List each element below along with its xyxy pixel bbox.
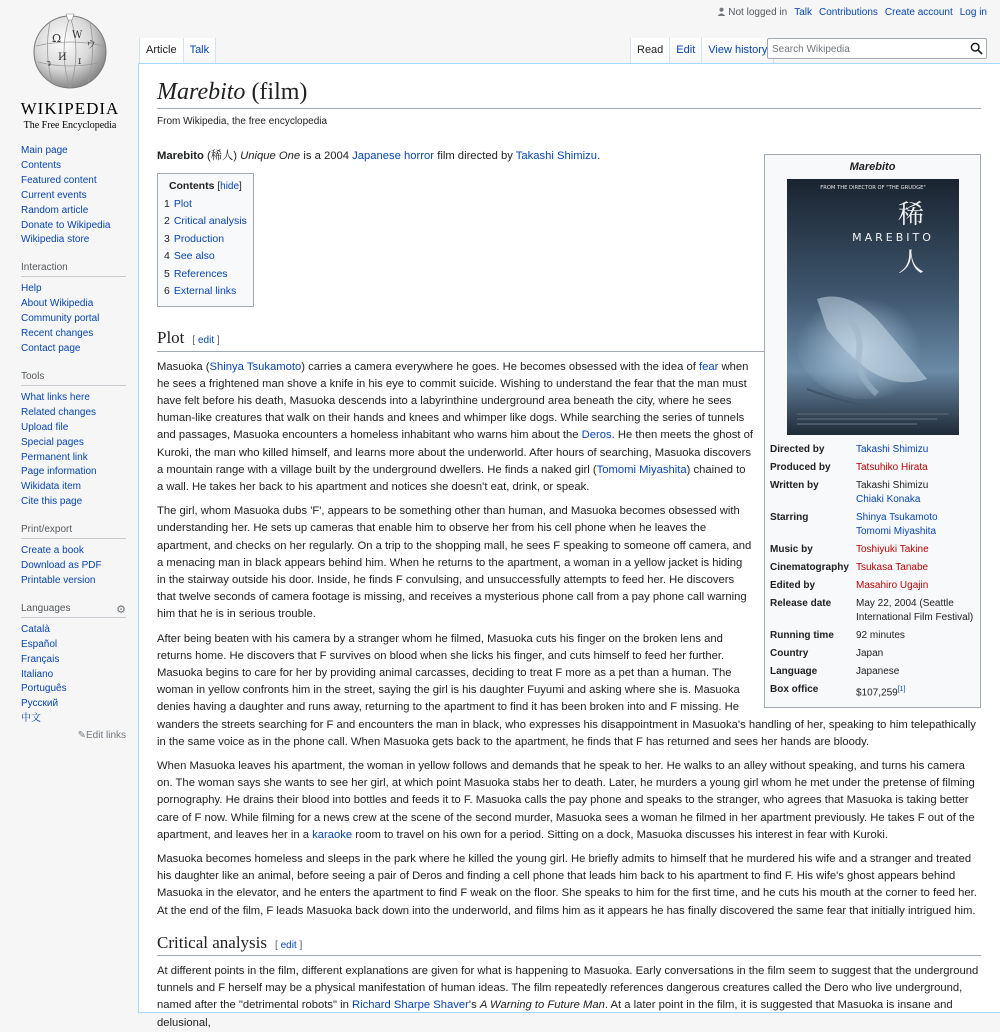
sidebar-lang-francais[interactable]: Français [21,653,60,665]
paragraph-text: ) carries a camera everywhere he goes. He becomes obsessed with the idea of [301,360,699,373]
infobox-label: Produced by [770,461,831,473]
sidebar-item-help[interactable]: Help [21,283,42,295]
toc-label[interactable]: References [173,267,228,280]
sidebar-tools [21,371,126,510]
poster-kanji-top: 稀 [897,199,924,230]
infobox-label: Starring [770,511,809,523]
poster-tagline: FROM THE DIRECTOR OF "THE GRUDGE" [819,184,926,191]
sidebar-item-download-pdf[interactable]: Download as PDF [21,560,102,572]
lead-bold-title: Marebito [157,149,204,162]
sidebar-item-wikidata-item[interactable]: Wikidata item [21,481,82,493]
sidebar-lang-catala[interactable]: Català [21,623,50,635]
paragraph-text: . At a later point in the film, it is suggested that Masuoka is insane and delusional, [157,999,953,1029]
infobox-value-text: $107,259 [856,687,898,699]
infobox-row-box-office [769,681,976,702]
sidebar-item-random-article[interactable]: Random article [21,204,89,216]
edit-links[interactable] [21,730,126,741]
sidebar [21,144,126,751]
reference-link[interactable]: [1] [897,685,906,693]
pencil-icon: ✎ [77,730,86,742]
link-takashi-shimizu[interactable]: Takashi Shimizu [515,149,598,162]
infobox-label: Box office [770,683,819,695]
infobox-value-text: May 22, 2004 (Seattle International Film Festival) [856,597,974,623]
sidebar-print-export [21,524,126,589]
link-japanese[interactable]: Japanese [352,149,401,162]
sidebar-languages [21,603,126,741]
wikipedia-wordmark: WIKIPEDIA [20,99,120,118]
toc-item-critical-analysis[interactable] [164,213,247,230]
toc-label[interactable]: Production [173,232,225,245]
paragraph-text: At different points in the film, different explanations are given for what is happening to Masuoka. Early conversations in the film seem to suggest that the underground tunnels and F herself may be a physical manifestation of human ideas. The film repeatedly references dangerous creatures called the Dero who live underground, named after the "detrimental robots" in [157,964,979,1012]
sidebar-item-about[interactable]: About Wikipedia [21,298,94,310]
link-richard-sharpe-shaver[interactable]: Richard Sharpe Shaver [351,999,469,1012]
page-title [157,78,981,109]
infobox-row-starring [769,509,976,541]
infobox-row-produced-by [769,459,976,477]
paragraph-text: Masuoka ( [157,360,210,373]
tab-read[interactable]: Read [630,38,670,63]
paragraph-text: when he sees a frightened man shove a knife in his eye to commit suicide. Wishing to understand the fear that the man must have felt before his death, Masuoka descends into a labyrinthine underground area beneath the city, where he sees human-like creatures that walk on their hands and knees and whimper like dogs. While searching the series of tunnels and passages, Masuoka encounters a homeless inhabitant who warns him about the [157,360,749,442]
lead-italic: Unique One [240,149,301,162]
section-heading-critical-analysis: Critical analysis [ edit ] [157,932,981,956]
tab-article[interactable]: Article [140,38,184,63]
sidebar-lang-portugues[interactable]: Português [21,683,67,695]
sidebar-item-printable-version[interactable]: Printable version [21,574,96,586]
sidebar-lang-espanol[interactable]: Español [21,638,58,650]
sidebar-item-what-links-here[interactable]: What links here [21,391,90,403]
contributions-link[interactable]: Contributions [819,7,878,18]
sidebar-lang-russian[interactable]: Русский [21,698,59,710]
paragraph-text: room to travel on his own for a period. Sitting on a dock, Masuoka discusses his interest in fear with Kuroki. [352,828,889,841]
sidebar-item-special-pages[interactable]: Special pages [21,436,84,448]
view-tabs [630,38,774,63]
infobox-value-link[interactable]: Chiaki Konaka [856,493,921,505]
not-logged-in-text: Not logged in [728,7,788,18]
toc-number: 5 [164,267,170,280]
toc-number: 1 [164,198,170,210]
article-content [138,63,1000,1029]
sidebar-heading-tools: Tools [21,371,126,386]
toc-heading: Contents [168,180,215,192]
sidebar-item-page-information[interactable]: Page information [21,466,97,478]
toc-item-external-links[interactable] [164,283,247,300]
infobox-label: Edited by [770,579,816,591]
tab-edit[interactable]: Edit [670,38,702,63]
search-box [767,38,987,59]
link-tomomi-miyashita[interactable]: Tomomi Miyashita [596,463,687,476]
plot-paragraph-2: The girl, whom Masuoka dubs 'F', appears to be something other than human, and Masuoka becomes obsessed with understanding her. He sets up cameras that enable him to observe her from his cell phone when he leaves the apartment, and checks on her regularly. On a trip to the shopping mall, he sees F speaking to someone off camera, and a menacing man in black appears behind him. When he returns to the apartment, a woman in a yellow jacket is hiding in the stairway outside his door. Inside, he finds F convulsing, and unsuccessfully attempts to feed her. He discovers that twelve seconds of camera footage is missing, and receives a mysterious phone call from a pay phone call warning him that he is in serious trouble. [157,505,752,621]
infobox-row-running-time [769,627,976,645]
infobox-table [769,441,976,702]
sidebar-item-main-page[interactable]: Main page [21,145,68,156]
personal-talk-link[interactable]: Talk [794,7,812,18]
personal-tools [710,7,987,18]
tab-view-history[interactable]: View history [702,38,774,63]
sidebar-item-recent-changes[interactable]: Recent changes [21,328,94,340]
edit-section-link[interactable]: edit [197,335,215,347]
toc-item-production[interactable] [164,231,247,248]
wikipedia-globe-icon [28,8,112,92]
sidebar-item-current-events[interactable]: Current events [21,189,87,201]
toc-hide-toggle[interactable]: hide [220,181,240,192]
lead-text: film directed by [434,149,516,162]
poster-kanji-bottom: 人 [897,247,924,278]
infobox-value-redlink[interactable]: Tsukasa Tanabe [856,561,929,573]
user-icon [717,7,726,16]
plot-paragraph-4 [157,758,981,844]
infobox-value-link[interactable]: Shinya Tsukamoto [856,511,938,523]
search-input[interactable] [768,40,963,59]
plot-paragraph-5: Masuoka becomes homeless and sleeps in the park where he killed the young girl. He briefly admits to himself that he murdered his wife and a stranger and treated his daughter like an animal, before seeing a pair of Deros and finding a cell phone that leads him back to his apartment to find F. His wife's ghost appears behind Masuoka in the elevator, and he enters the apartment to find F weak on the floor. She speaks to him for the first time, and he cuts his mouth at the corner to feed her. At the end of the film, F leads Masuoka back down into the underworld, and films him as it appears he has finally discovered the same fear that initially intrigued him. [157,853,977,917]
infobox-value-text: 92 minutes [856,629,905,641]
sidebar-heading-languages [21,603,126,618]
toc-item-references[interactable] [164,266,247,283]
sidebar-interaction [21,262,126,357]
edit-links-label: Edit links [85,730,126,742]
lead-text: (稀人) [203,149,241,162]
sidebar-item-featured-content[interactable]: Featured content [21,174,97,186]
infobox-label: Directed by [770,443,825,455]
toc-number: 6 [164,285,170,298]
infobox-row-edited-by [769,577,976,595]
gear-icon[interactable]: ⚙ [116,603,126,616]
paragraph-text: 's [468,999,480,1012]
infobox-row-country [769,645,976,663]
site-subtitle: From Wikipedia, the free encyclopedia [157,115,328,127]
infobox-value-redlink[interactable]: Tatsuhiko Hirata [856,461,928,473]
search-icon[interactable] [970,42,983,55]
infobox-label: Running time [770,629,834,641]
wikipedia-logo[interactable] [14,8,126,131]
log-in-link[interactable]: Log in [959,7,987,18]
sidebar-lang-chinese[interactable]: 中文 [21,713,41,725]
link-shinya-tsukamoto[interactable]: Shinya Tsukamoto [209,360,302,373]
infobox-label: Written by [770,479,819,491]
poster-title: MAREBITO [851,230,934,244]
toc-item-see-also[interactable] [164,248,247,265]
film-poster[interactable] [787,179,959,435]
infobox-value-link[interactable]: Tomomi Miyashita [856,525,937,537]
sidebar-item-cite-this-page[interactable]: Cite this page [21,496,83,508]
svg-text:ɪ: ɪ [78,56,82,67]
sidebar-item-contents[interactable]: Contents [21,159,62,171]
link-deros[interactable]: Deros [581,429,612,442]
toc-label[interactable]: External links [173,285,237,298]
toc-number: 3 [164,232,170,245]
svg-text:W: W [72,30,83,41]
infobox-value-text: Japanese [856,665,900,677]
toc-item-plot[interactable] [164,196,247,213]
section-title: Plot [157,328,185,348]
wikipedia-tagline: The Free Encyclopedia [23,120,117,131]
plot-paragraph-3: After being beaten with his camera by a stranger whom he filmed, Masuoka cuts his finger on the broken lens and returns home. He discovers that F survives on blood when she licks his finger, and cuts himself to feed her further. Masuoka begins to care for her by providing animal carcasses, deciding to treat F more as a pet than a human. The woman in yellow confronts him in the street, saying the girl is his daughter Fuyumi and asking where she is. Masuoka denies having a daughter and runs away, returning to the apartment to find it has been broken into and F missing. He wanders the streets searching for F and encounters the man in black, who expresses his disappointment in Masuoka's handling of her, speaking to him telepathically in the same voice as in the phone call. When Masuoka gets back to the apartment, he finds that F has returned and sees her hands are bloody. [157,632,976,748]
infobox-row-music-by [769,541,976,559]
svg-text:И: И [58,52,67,63]
sidebar-lang-italiano[interactable]: Italiano [21,668,54,680]
svg-text:ウ: ウ [86,40,96,51]
not-logged-in-status [717,7,787,18]
infobox-row-directed-by [769,441,976,459]
paragraph-text: ) chained to a wall. He takes her back to his apartment and notices she doesn't eat, drink, or speak. [157,463,746,493]
infobox-row-language [769,663,976,681]
infobox-title: Marebito [849,160,896,173]
infobox-value-link[interactable]: Takashi Shimizu [856,443,929,455]
critical-paragraph-1 [157,963,981,1032]
toc-number: 2 [164,215,170,228]
sidebar-item-permanent-link[interactable]: Permanent link [21,451,88,463]
sidebar-item-store[interactable]: Wikipedia store [21,234,90,246]
sidebar-heading-interaction: Interaction [21,262,126,277]
italic-work-title: A Warning to Future Man [479,999,605,1012]
sidebar-item-community-portal[interactable]: Community portal [21,313,100,325]
svg-text:Ω: Ω [52,32,62,45]
infobox-label: Cinematography [770,561,849,573]
sidebar-item-upload-file[interactable]: Upload file [21,421,69,433]
infobox-value-redlink[interactable]: Masahiro Ugajin [856,579,929,591]
page-title-suffix: (film) [245,79,308,105]
namespace-tabs [139,38,216,63]
infobox [764,154,981,708]
table-of-contents [157,173,254,307]
link-fear[interactable]: fear [698,360,719,373]
toc-number: 4 [164,250,170,263]
lead-text: . [597,149,601,162]
create-account-link[interactable]: Create account [884,7,953,18]
sidebar-item-donate[interactable]: Donate to Wikipedia [21,219,111,231]
infobox-value-text: Japan [856,647,884,659]
toc-label[interactable]: Plot [173,198,192,210]
tab-talk[interactable]: Talk [184,38,217,63]
link-horror[interactable]: horror [404,149,435,162]
section-heading-plot: Plot [ edit ] [157,327,981,351]
infobox-row-release-date [769,595,976,627]
toc-title: Contents [hide] [168,180,242,192]
infobox-row-written-by [769,477,976,509]
section-title: Critical analysis [157,932,268,952]
infobox-row-cinematography [769,559,976,577]
svg-text:ว: ว [46,59,52,69]
sidebar-item-related-changes[interactable]: Related changes [21,406,97,418]
sidebar-navigation [21,144,126,248]
infobox-value-text: Takashi Shimizu [856,479,929,491]
infobox-value-redlink[interactable]: Toshiyuki Takine [856,543,929,555]
sidebar-item-contact[interactable]: Contact page [21,342,81,354]
paragraph-text: When Masuoka leaves his apartment, the woman in yellow follows and demands that he speak to her. He walks to an alley without speaking, and turns his camera on. The woman says she wants to see her girl, at which point Masuoka stabs her to death. Later, he murders a young girl whom he met under the pretense of filming pornography. He drains their blood into bottles and feeds it to F. Masuoka calls the pay phone and speaks to the stranger, who agrees that Masuoka is taking better care of F now. While filming for a news crew at the scene of the second murder, Masuoka sees a woman he filmed in her apartment previously. He takes F out of the apartment, and leaves her in a [157,760,975,841]
sidebar-heading-print-export: Print/export [21,524,126,539]
infobox-label: Country [770,647,809,659]
toc-label[interactable]: See also [173,250,215,263]
edit-section-link[interactable]: edit [280,939,297,951]
infobox-label: Language [770,665,818,677]
infobox-label: Release date [770,597,832,609]
paragraph-text: . He then meets the ghost of Kuroki, the man who killed himself, and learns more about the underworld. After hours of searching, Masuoka discovers a mountain range with a village built by the underground dwellers. He finds a naked girl ( [157,429,753,476]
languages-heading-text: Languages [21,602,71,614]
page-title-italic: Marebito [157,79,246,105]
toc-label[interactable]: Critical analysis [173,215,247,228]
lead-text: is a 2004 [300,149,353,162]
infobox-label: Music by [770,543,813,555]
link-karaoke[interactable]: karaoke [312,828,353,841]
sidebar-item-create-book[interactable]: Create a book [21,545,84,557]
